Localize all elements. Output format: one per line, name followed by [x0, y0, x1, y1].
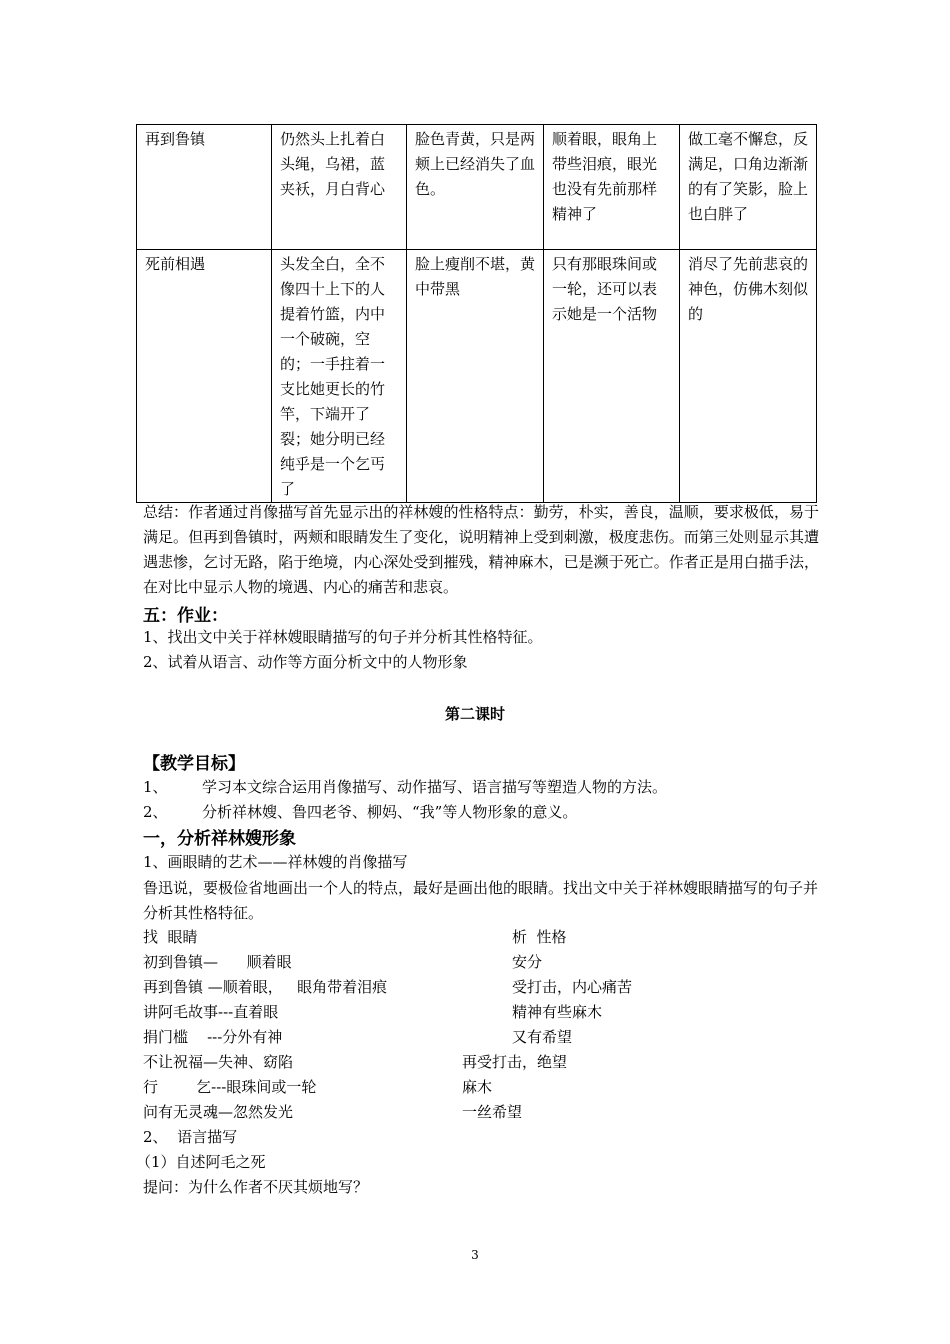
table-cell-stage: 死前相遇	[137, 250, 272, 503]
eye-row-right: 受打击，内心痛苦	[512, 978, 633, 996]
question-text: 提问：为什么作者不厌其烦地写？	[143, 1178, 369, 1196]
homework-item: 1、找出文中关于祥林嫂眼睛描写的句子并分析其性格特征。	[143, 628, 543, 646]
goals-heading: 【教学目标】	[143, 754, 245, 774]
subheading: （1）自述阿毛之死	[136, 1153, 266, 1171]
goal-text: 分析祥林嫂、鲁四老爷、柳妈、“我”等人物形象的意义。	[202, 803, 578, 821]
eye-row-right: 精神有些麻木	[512, 1003, 603, 1021]
eye-row-left: 问有无灵魂—忽然发光	[143, 1103, 294, 1121]
lesson-title: 第二课时	[444, 705, 505, 723]
table-cell-face: 脸色青黄，只是两颊上已经消失了血色。	[407, 125, 544, 250]
goal-text: 学习本文综合运用肖像描写、动作描写、语言描写等塑造人物的方法。	[202, 778, 668, 796]
eye-row-right: 再受打击，绝望	[462, 1053, 568, 1071]
eye-row-right: 又有希望	[512, 1028, 573, 1046]
table-row	[137, 250, 817, 503]
paragraph: 鲁迅说，要极俭省地画出一个人的特点，最好是画出他的眼睛。找出文中关于祥林嫂眼睛描写的句子并分析其性格特征。	[143, 879, 819, 922]
table-row	[137, 125, 817, 250]
subheading: 2、 语言描写	[143, 1128, 238, 1146]
homework-heading: 五：作业：	[143, 606, 228, 626]
subheading: 1、画眼睛的艺术——祥林嫂的肖像描写	[143, 853, 408, 871]
eye-row-left: 捐门槛 ---分外有神	[143, 1028, 283, 1046]
eye-row-left: 行 乞---眼珠间或一轮	[143, 1078, 317, 1096]
table-cell-face: 脸上瘦削不堪，黄中带黑	[407, 250, 544, 503]
homework-item: 2、试着从语言、动作等方面分析文中的人物形象	[143, 653, 468, 671]
table-cell-clothing: 头发全白，全不像四十上下的人提着竹篮，内中一个破碗，空的；一手拄着一支比她更长的竹竿，下端开了裂；她分明已经纯乎是一个乞丐了	[272, 250, 407, 503]
eye-row-right: 一丝希望	[462, 1103, 523, 1121]
table-cell-eyes: 只有那眼珠间或一轮，还可以表示她是一个活物	[544, 250, 680, 503]
table-cell-eyes: 顺着眼，眼角上带些泪痕，眼光也没有先前那样精神了	[544, 125, 680, 250]
eye-row-right: 麻木	[462, 1078, 493, 1096]
page-number: 3	[471, 1248, 479, 1262]
portrait-table	[136, 124, 817, 503]
eye-row-left: 找 眼睛	[143, 928, 198, 946]
summary-paragraph: 总结：作者通过肖像描写首先显示出的祥林嫂的性格特点：勤劳，朴实，善良，温顺，要求极低，易于满足。但再到鲁镇时，两颊和眼睛发生了变化，说明精神上受到刺激，极度悲伤。而第三处则显示其遭遇悲惨，乞讨无路，陷于绝境，内心深处受到摧残，精神麻木，已是濒于死亡。作者正是用白描手法，在对比中显示人物的境遇、内心的痛苦和悲哀。	[143, 503, 819, 596]
eye-row-left: 初到鲁镇— 顺着眼	[143, 953, 292, 971]
eye-row-left: 不让祝福—失神、窈陷	[143, 1053, 294, 1071]
goal-number: 2、	[143, 803, 168, 821]
eye-row-left: 讲阿毛故事---直着眼	[143, 1003, 279, 1021]
eye-row-right: 安分	[512, 953, 543, 971]
table-cell-attitude: 消尽了先前悲哀的神色，仿佛木刻似的	[680, 250, 817, 503]
table-cell-stage: 再到鲁镇	[137, 125, 272, 250]
eye-row-left: 再到鲁镇 —顺着眼， 眼角带着泪痕	[143, 978, 388, 996]
table-cell-attitude: 做工毫不懈怠，反满足，口角边渐渐的有了笑影，脸上也白胖了	[680, 125, 817, 250]
section-heading: 一，分析祥林嫂形象	[143, 829, 296, 849]
goal-number: 1、	[143, 778, 168, 796]
table-cell-clothing: 仍然头上扎着白头绳，乌裙，蓝夹袄，月白背心	[272, 125, 407, 250]
eye-row-right: 析 性格	[512, 928, 567, 946]
